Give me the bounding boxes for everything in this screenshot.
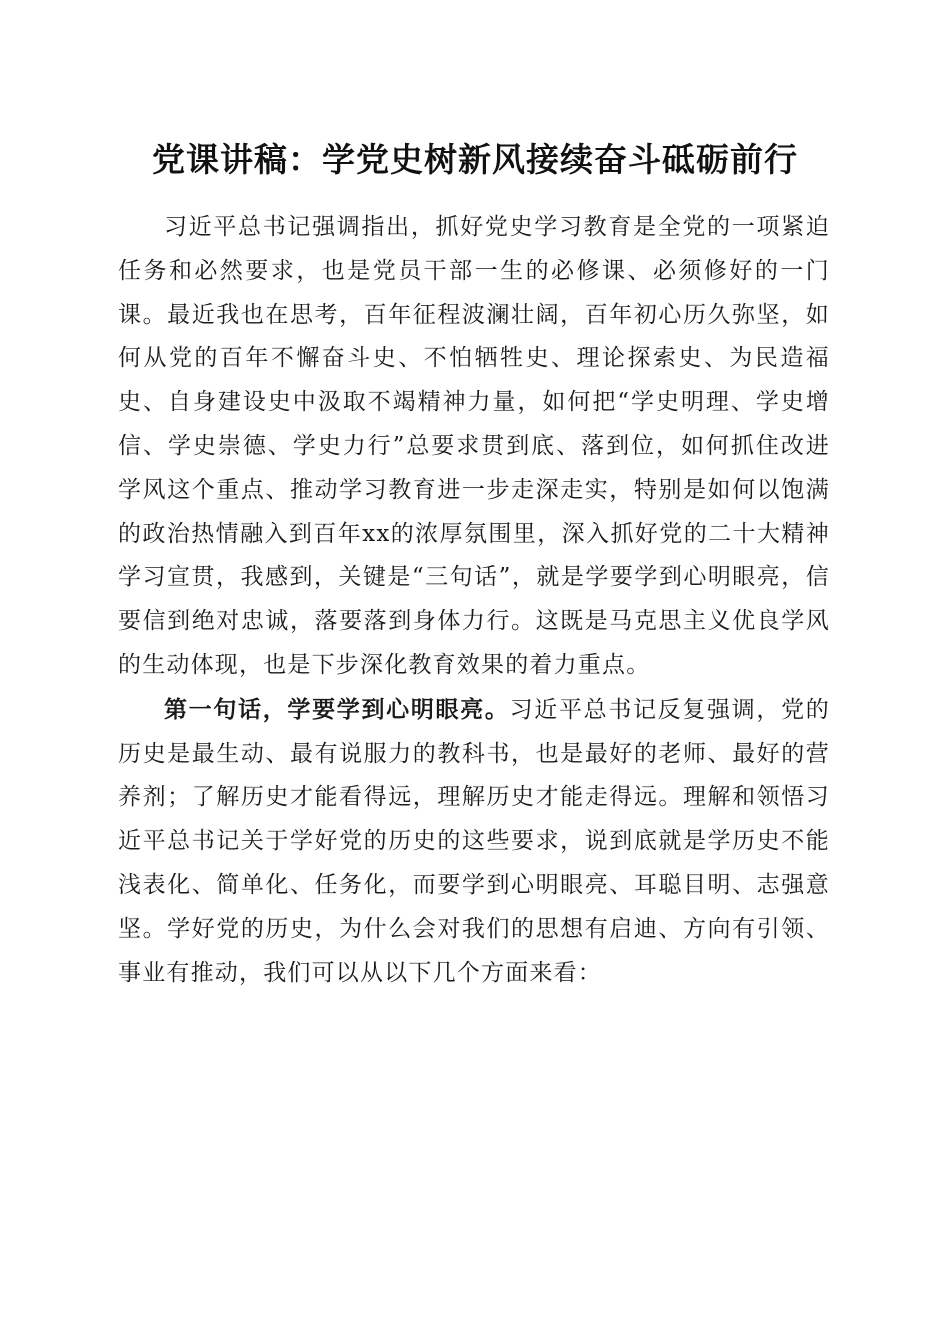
paragraph-text: 习近平总书记强调指出，抓好党史学习教育是全党的一项紧迫任务和必然要求，也是党员干部一生的必修课、必须修好的一门课。最近我也在思考，百年征程波澜壮阔，百年初心历久弥坚，如何从党的百年不懈奋斗史、不怕牺牲史、理论探索史、为民造福史、自身建设史中汲取不竭精神力量，如何把“学史明理、学史增信、学史崇德、学史力行”总要求贯到底、落到位，如何抓住改进学风这个重点、推动学习教育进一步走深走实，特别是如何以饱满的政治热情融入到百年xx的浓厚氛围里，深入抓好党的二十大精神学习宣贯，我感到，关键是“三句话”，就是学要学到心明眼亮，信要信到绝对忠诚，落要落到身体力行。这既是马克思主义优良学风的生动体现，也是下步深化教育效果的着力重点。 (118, 214, 830, 678)
document-body (118, 206, 830, 995)
document-title: 党课讲稿：学党史树新风接续奋斗砥砺前行 (152, 140, 798, 179)
paragraph-text: 习近平总书记反复强调，党的历史是最生动、最有说服力的教科书，也是最好的老师、最好的营养剂；了解历史才能看得远，理解历史才能走得远。理解和领悟习近平总书记关于学好党的历史的这些要求，说到底就是学历史不能浅表化、简单化、任务化，而要学到心明眼亮、耳聪目明、志强意坚。学好党的历史，为什么会对我们的思想有启迪、方向有引领、事业有推动，我们可以从以下几个方面来看： (118, 696, 830, 986)
paragraph-first-point (118, 688, 830, 996)
paragraph-intro (118, 206, 830, 688)
paragraph-lead-heading: 第一句话，学要学到心明眼亮。 (164, 695, 510, 723)
